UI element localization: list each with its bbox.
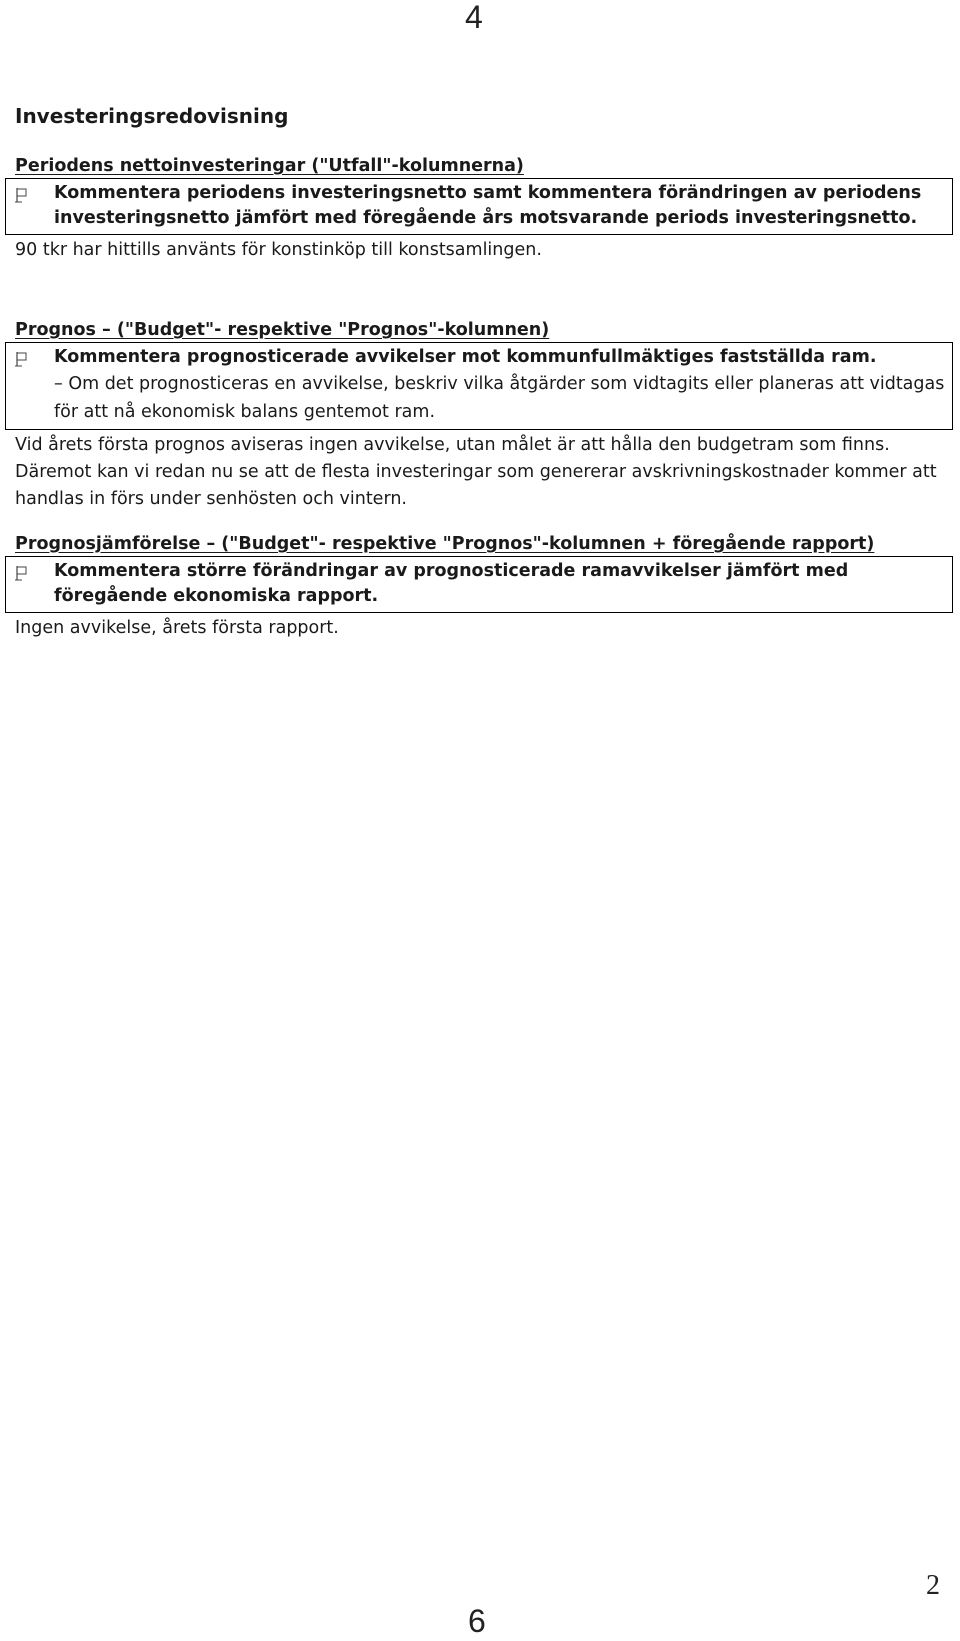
- section-heading: Prognos – ("Budget"- respektive "Prognos"-kolumnen): [15, 320, 550, 340]
- section-prognosjamforelse: [15, 532, 960, 642]
- page-number-bottom-right: 2: [926, 1570, 940, 1601]
- section-heading: Periodens nettoinvesteringar ("Utfall"-kolumnerna): [15, 156, 524, 176]
- flag-icon: [14, 187, 30, 203]
- page-number-bottom-center: 6: [468, 1603, 486, 1639]
- instruction-box: [5, 556, 953, 613]
- section-body: Ingen avvikelse, årets första rapport.: [15, 618, 339, 638]
- section-nettoinvesteringar: [15, 154, 960, 264]
- document-title: Investeringsredovisning: [15, 104, 289, 128]
- instruction-text: Kommentera periodens investeringsnetto samt kommentera förändringen av periodens investeringsnetto jämfört med föregående års motsvarande periods investeringsnetto.: [54, 183, 922, 228]
- instruction-subtext: – Om det prognosticeras en avvikelse, beskriv vilka åtgärder som vidtagits eller planeras att vidtagas för att nå ekonomisk balans gentemot ram.: [54, 374, 945, 422]
- flag-icon: [14, 565, 30, 581]
- instruction-text: Kommentera prognosticerade avvikelser mot kommunfullmäktiges fastställda ram.: [54, 347, 877, 367]
- instruction-text: Kommentera större förändringar av prognosticerade ramavvikelser jämfört med föregående ekonomiska rapport.: [54, 561, 849, 606]
- instruction-box: [5, 342, 953, 430]
- section-body: Vid årets första prognos aviseras ingen avvikelse, utan målet är att hålla den budgetram som finns. Däremot kan vi redan nu se att de flesta investeringar som genererar avskrivningskostnader kommer att handlas in förs under senhösten och vintern.: [15, 435, 937, 509]
- page-number-top: 4: [465, 0, 483, 35]
- instruction-box: [5, 178, 953, 235]
- section-heading: Prognosjämförelse – ("Budget"- respektive "Prognos"-kolumnen + föregående rapport): [15, 534, 875, 554]
- flag-icon: [14, 351, 30, 367]
- section-prognos: [15, 318, 960, 513]
- section-body: 90 tkr har hittills använts för konstinköp till konstsamlingen.: [15, 240, 542, 260]
